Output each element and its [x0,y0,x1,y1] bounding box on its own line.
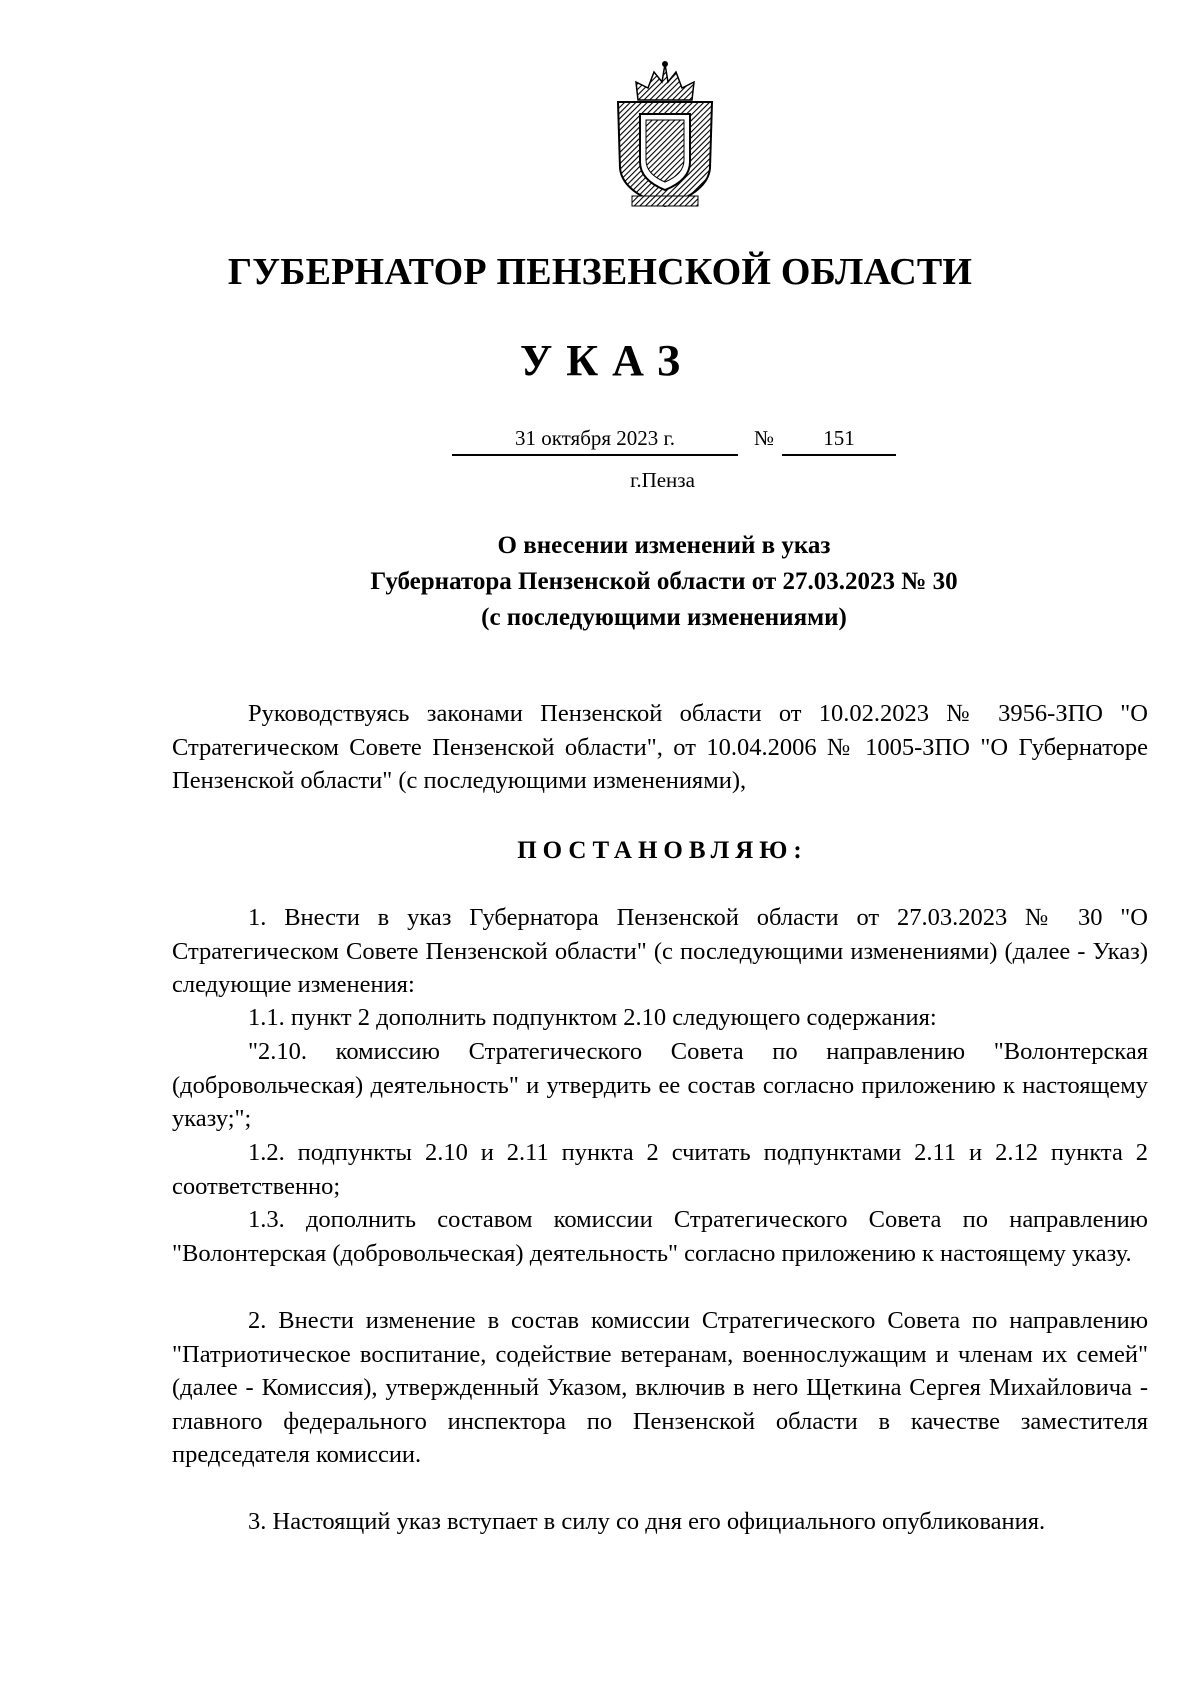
title-line: Губернатора Пензенской области от 27.03.2023 № 30 [370,568,958,595]
clause-1-1-quote: "2.10. комиссию Стратегического Совета по направлению "Волонтерская (добровольческая) деятельность" и утвердить ее состав согласно приложению к настоящему указу;"; [172,1038,1148,1132]
document-type: УКАЗ [519,336,695,385]
clause-1-1: 1.1. пункт 2 дополнить подпунктом 2.10 следующего содержания: [248,1004,937,1031]
document-title [170,528,1158,636]
clause-3: 3. Настоящий указ вступает в силу со дня его официального опубликования. [248,1508,1046,1535]
title-line: О внесении изменений в указ [497,532,831,559]
penza-coat-of-arms-icon [606,58,724,210]
clause-1: 1. Внести в указ Губернатора Пензенской области от 27.03.2023 № 30 "О Стратегическом Совете Пензенской области" (с последующими изменениями) (далее - Указ) следующие изменения: [172,904,1148,998]
document-number: 151 [782,424,896,456]
title-line: (с последующими изменениями) [481,604,847,631]
issuing-authority: ГУБЕРНАТОР ПЕНЗЕНСКОЙ ОБЛАСТИ [227,251,973,293]
preamble-paragraph: Руководствуясь законами Пензенской области от 10.02.2023 № 3956-ЗПО "О Стратегическом Совете Пензенской области", от 10.04.2006 № 1005-ЗПО "О Губернаторе Пензенской области" (с последующими изменениями), [172,700,1148,794]
clause-1-2: 1.2. подпункты 2.10 и 2.11 пункта 2 считать подпунктами 2.11 и 2.12 пункта 2 соответственно; [172,1139,1148,1200]
document-date: 31 октября 2023 г. [452,424,738,456]
clause-1-3: 1.3. дополнить составом комиссии Стратегического Совета по направлению "Волонтерская (добровольческая) деятельность" согласно приложению к настоящему указу. [172,1206,1148,1267]
clause-2: 2. Внести изменение в состав комиссии Стратегического Совета по направлению "Патриотическое воспитание, содействие ветеранам, военнослужащим и членам их семей" (далее - Комиссия), утвержденный Указом, включив в него Щеткина Сергея Михайловича - главного федерального инспектора по Пензенской области в качестве заместителя председателя комиссии. [172,1307,1148,1468]
decree-heading: ПОСТАНОВЛЯЮ: [517,837,808,864]
issue-city: г.Пенза [630,468,695,492]
number-sign: № [753,426,775,450]
